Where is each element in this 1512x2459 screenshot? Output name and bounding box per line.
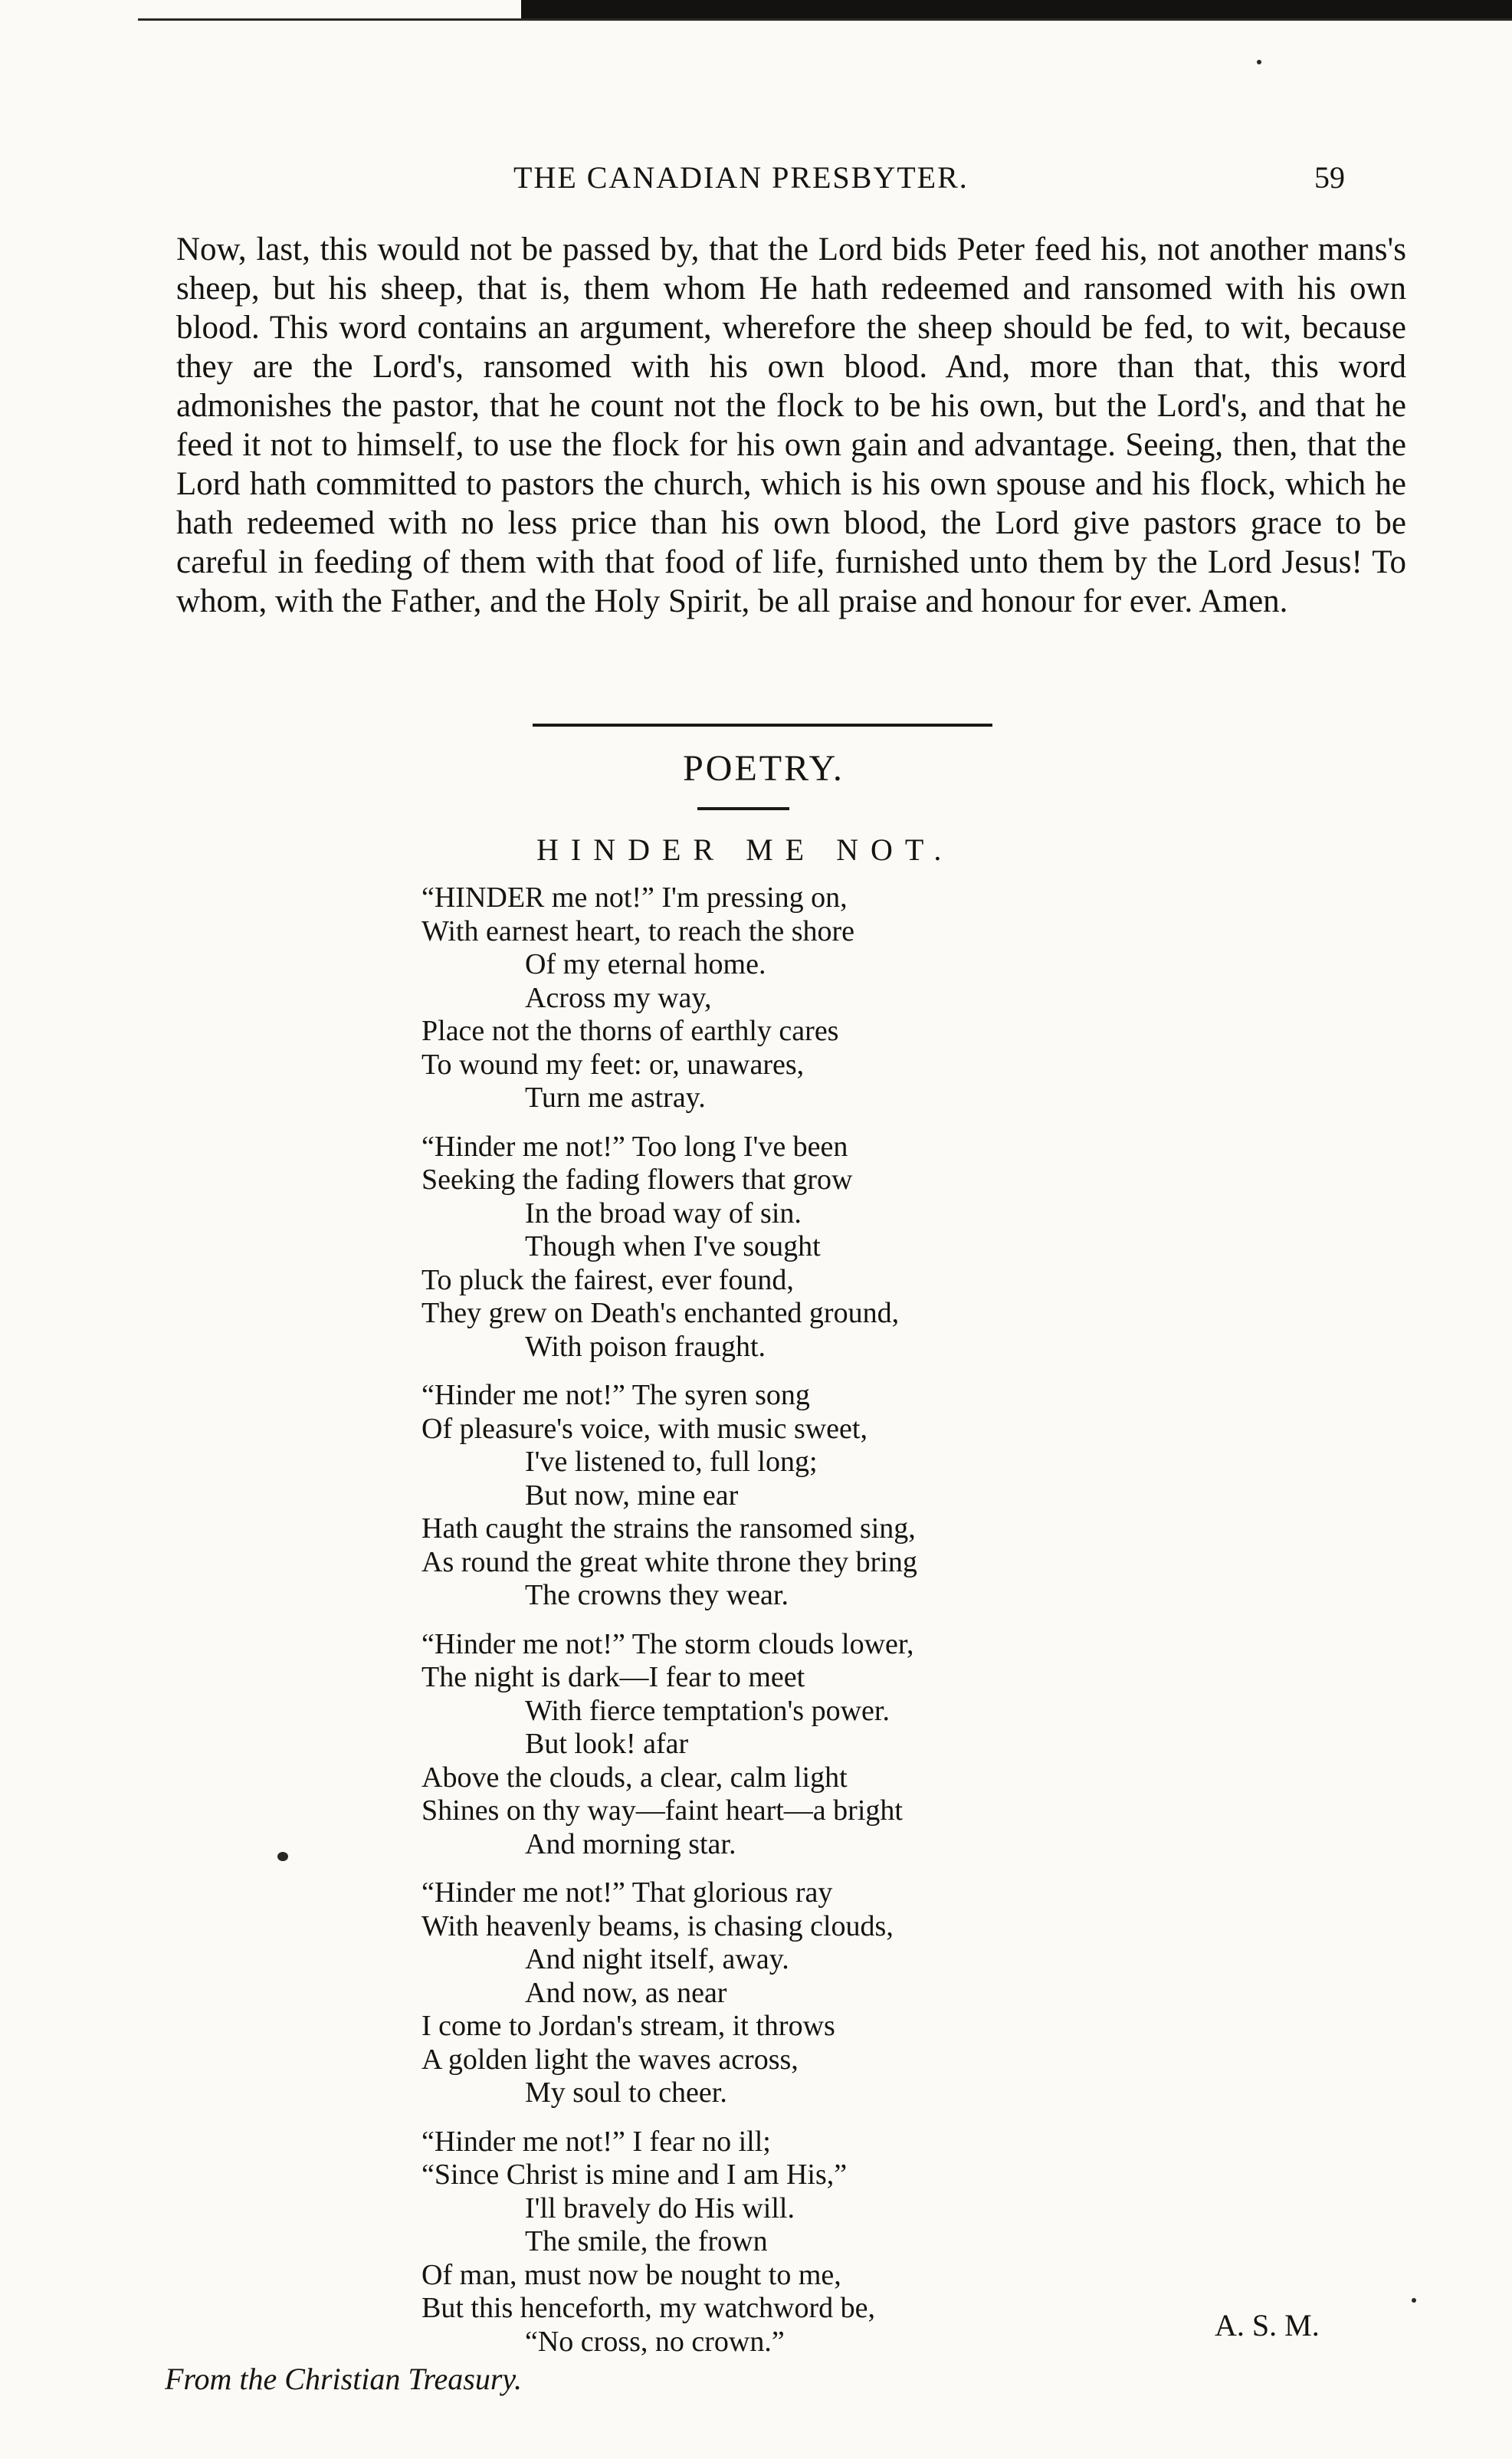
poem-line: My soul to cheer.: [525, 2077, 727, 2109]
poem-line: The crowns they wear.: [525, 1579, 789, 1611]
section-divider: [533, 724, 992, 727]
poem-source: From the Christian Treasury.: [165, 2362, 522, 2396]
poem-line: They grew on Death's enchanted ground,: [421, 1297, 900, 1329]
poem-line: The smile, the frown: [525, 2225, 768, 2257]
poem-stanza: [421, 881, 1341, 1115]
poem-line: With heavenly beams, is chasing clouds,: [421, 1909, 894, 1942]
page-number: 59: [1314, 160, 1345, 195]
poem-line: “Since Christ is mine and I am His,”: [421, 2159, 848, 2191]
poem-stanza: [421, 1876, 1341, 2110]
poem-line: “Hinder me not!” The storm clouds lower,: [421, 1627, 914, 1660]
poem-line: Of man, must now be nought to me,: [421, 2258, 841, 2291]
poem-signature: A. S. M.: [1215, 2308, 1320, 2342]
poem-line: Place not the thorns of earthly cares: [421, 1015, 839, 1047]
poem-line: As round the great white throne they bring: [421, 1545, 917, 1578]
poem-line: Shines on thy way—faint heart—a bright: [421, 1794, 903, 1827]
poem-line: Seeking the fading flowers that grow: [421, 1164, 853, 1196]
poem-line: “Hinder me not!” I fear no ill;: [421, 2125, 771, 2158]
prose-paragraph: Now, last, this would not be passed by, that the Lord bids Peter feed his, not another mans's sheep, but his sheep, that is, them whom He hath redeemed and ransomed with his own blood. This word contains an argument, wherefore the sheep should be fed, to wit, because they are the Lord's, ransomed with his own blood. And, more than that, this word admonishes the pastor, that he count not the flock to be his own, but the Lord's, and that he feed it not to himself, to use the flock for his own gain and advantage. Seeing, then, that the Lord hath committed to pastors the church, which is his own spouse and his flock, which he hath redeemed with no less price than his own blood, the Lord give pastors grace to be careful in feeding of them with that food of life, furnished unto them by the Lord Jesus! To whom, with the Father, and the Holy Spirit, be all praise and honour for ever. Amen.: [176, 231, 1406, 619]
section-title: POETRY.: [683, 748, 845, 789]
poem-line: Hath caught the strains the ransomed sing,: [421, 1512, 916, 1545]
sermon-conclusion: [176, 230, 1406, 621]
poem-line: In the broad way of sin.: [525, 1197, 802, 1230]
poem-line: “HINDER me not!” I'm pressing on,: [421, 881, 848, 914]
poem-line: A golden light the waves across,: [421, 2043, 799, 2076]
poem-line: And now, as near: [525, 1976, 727, 2009]
poem-line: I've listened to, full long;: [525, 1446, 818, 1478]
poem-line: Above the clouds, a clear, calm light: [421, 1761, 848, 1794]
poem-line: But this henceforth, my watchword be,: [421, 2292, 876, 2324]
poem-line: “Hinder me not!” The syren song: [421, 1379, 810, 1411]
poem-line: “No cross, no crown.”: [525, 2325, 785, 2358]
title-divider: [697, 807, 789, 810]
top-margin-rule: [521, 0, 1512, 20]
poem-line: But look! afar: [525, 1728, 689, 1760]
poem-line: “Hinder me not!” That glorious ray: [421, 1876, 833, 1909]
poem-line: Though when I've sought: [525, 1230, 821, 1262]
poem-stanza: [421, 1379, 1341, 1613]
poem-line: To wound my feet: or, unawares,: [421, 1048, 805, 1081]
poem-line: To pluck the fairest, ever found,: [421, 1263, 794, 1296]
print-speck: [1412, 2298, 1416, 2303]
poem-line: And night itself, away.: [525, 1943, 789, 1975]
poem-line: With poison fraught.: [525, 1330, 766, 1363]
poem-line: The night is dark—I fear to meet: [421, 1661, 805, 1693]
poem-body: [421, 881, 1341, 2374]
running-head: THE CANADIAN PRESBYTER.: [513, 160, 969, 195]
page-header: [0, 159, 1512, 205]
print-speck: [1257, 60, 1261, 64]
poem-line: Of pleasure's voice, with music sweet,: [421, 1412, 868, 1445]
poem-line: And morning star.: [525, 1827, 736, 1860]
poem-line: With fierce temptation's power.: [525, 1694, 890, 1727]
poem-line: I'll bravely do His will.: [525, 2191, 795, 2224]
poem-line: But now, mine ear: [525, 1479, 739, 1512]
poem-line: “Hinder me not!” Too long I've been: [421, 1130, 848, 1163]
poem-title: HINDER ME NOT.: [536, 832, 954, 867]
poem-line: Turn me astray.: [525, 1082, 706, 1114]
poem-line: Of my eternal home.: [525, 948, 766, 980]
print-speck: [277, 1852, 288, 1861]
poem-line: Across my way,: [525, 981, 712, 1014]
poem-stanza: [421, 2126, 1341, 2359]
poem-stanza: [421, 1131, 1341, 1364]
poem-line: I come to Jordan's stream, it throws: [421, 2010, 835, 2042]
poem-line: With earnest heart, to reach the shore: [421, 914, 855, 947]
poem-stanza: [421, 1628, 1341, 1862]
top-margin-thin-rule: [138, 18, 1512, 21]
